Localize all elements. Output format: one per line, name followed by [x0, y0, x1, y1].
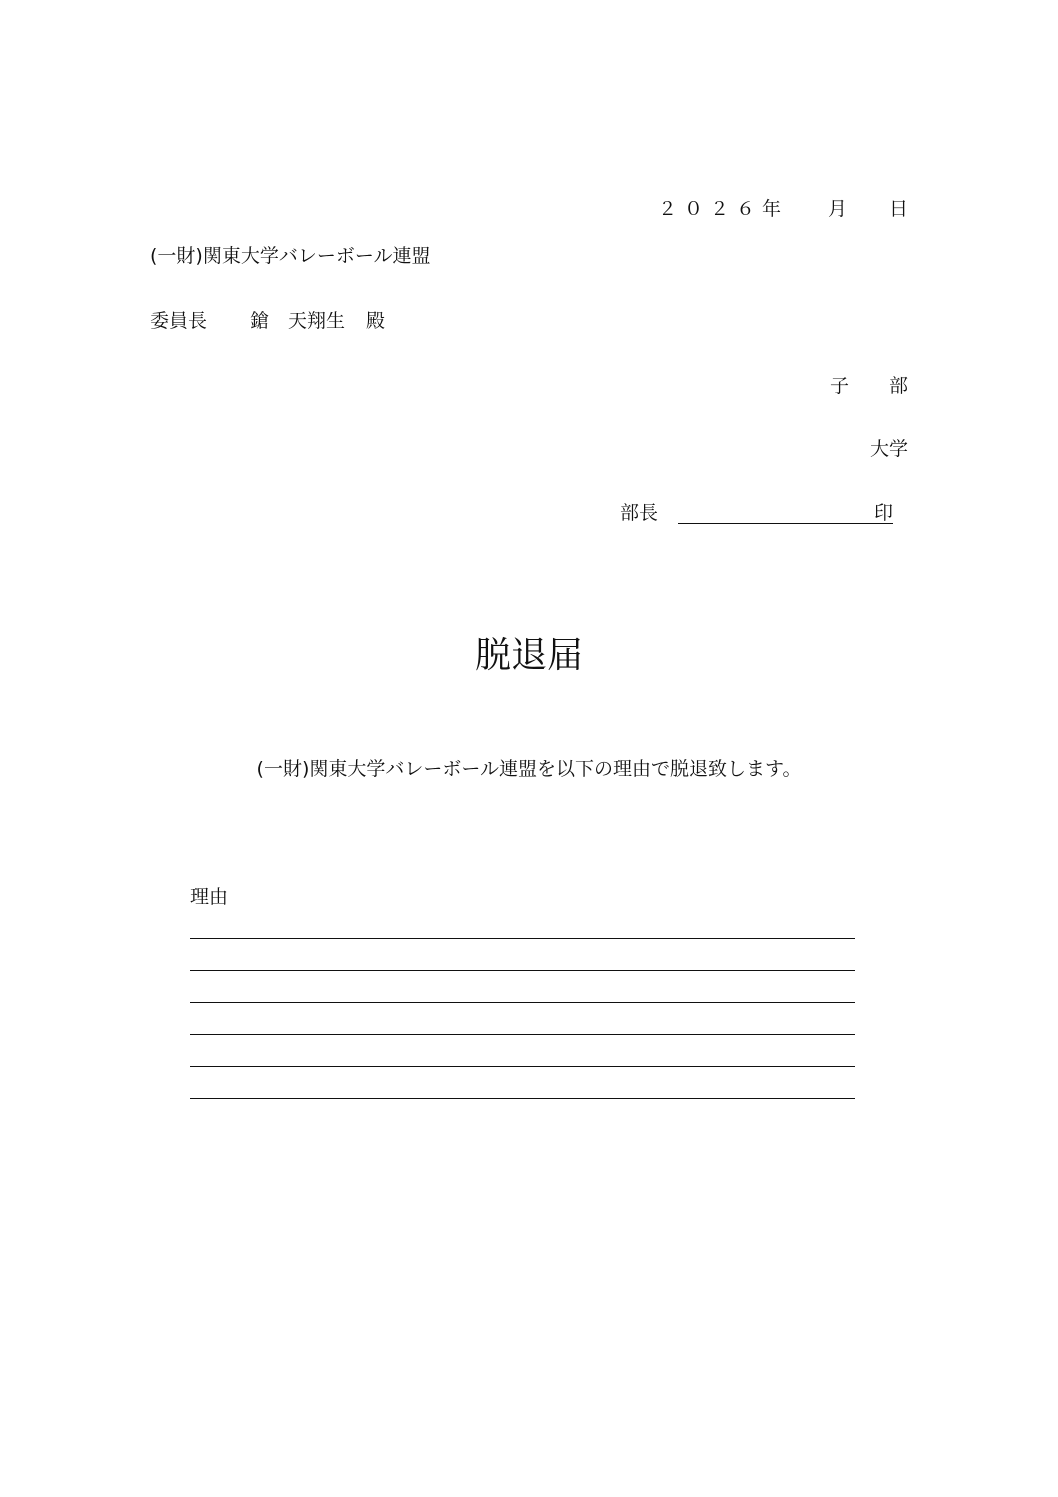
- seal-mark: 印: [874, 502, 894, 524]
- addressee-given-name: 天翔生: [288, 310, 346, 332]
- date-line: [658, 197, 908, 221]
- document-title: 脱退届: [474, 635, 583, 676]
- reason-label: 理由: [190, 886, 229, 908]
- date-day: 日: [888, 198, 908, 220]
- addressee-honorific: 殿: [366, 310, 386, 332]
- sender-club-char2: 部: [888, 375, 908, 397]
- reason-writing-line[interactable]: [190, 1002, 855, 1034]
- reason-writing-line[interactable]: [190, 938, 855, 970]
- reason-writing-line[interactable]: [190, 1066, 855, 1098]
- reason-writing-line[interactable]: [190, 1034, 855, 1066]
- reason-writing-line[interactable]: [190, 970, 855, 1002]
- sender-university: 大学: [869, 438, 908, 460]
- captain-label: 部長: [620, 502, 659, 524]
- addressee-surname: 鎗: [250, 310, 270, 332]
- date-year: ２０２６年: [657, 198, 788, 220]
- captain-signature-line[interactable]: [678, 523, 893, 524]
- date-month: 月: [827, 198, 847, 220]
- addressee-title: 委員長: [150, 310, 208, 332]
- sender-club-char1: 子: [829, 375, 849, 397]
- addressee-organization: (一財)関東大学バレーボール連盟: [150, 245, 431, 267]
- withdrawal-statement: (一財)関東大学バレーボール連盟を以下の理由で脱退致します。: [256, 758, 802, 780]
- reason-writing-line[interactable]: [190, 1098, 855, 1130]
- sender-club-line: [830, 374, 908, 398]
- addressee-line: [150, 309, 385, 333]
- reason-lines: [190, 938, 855, 1130]
